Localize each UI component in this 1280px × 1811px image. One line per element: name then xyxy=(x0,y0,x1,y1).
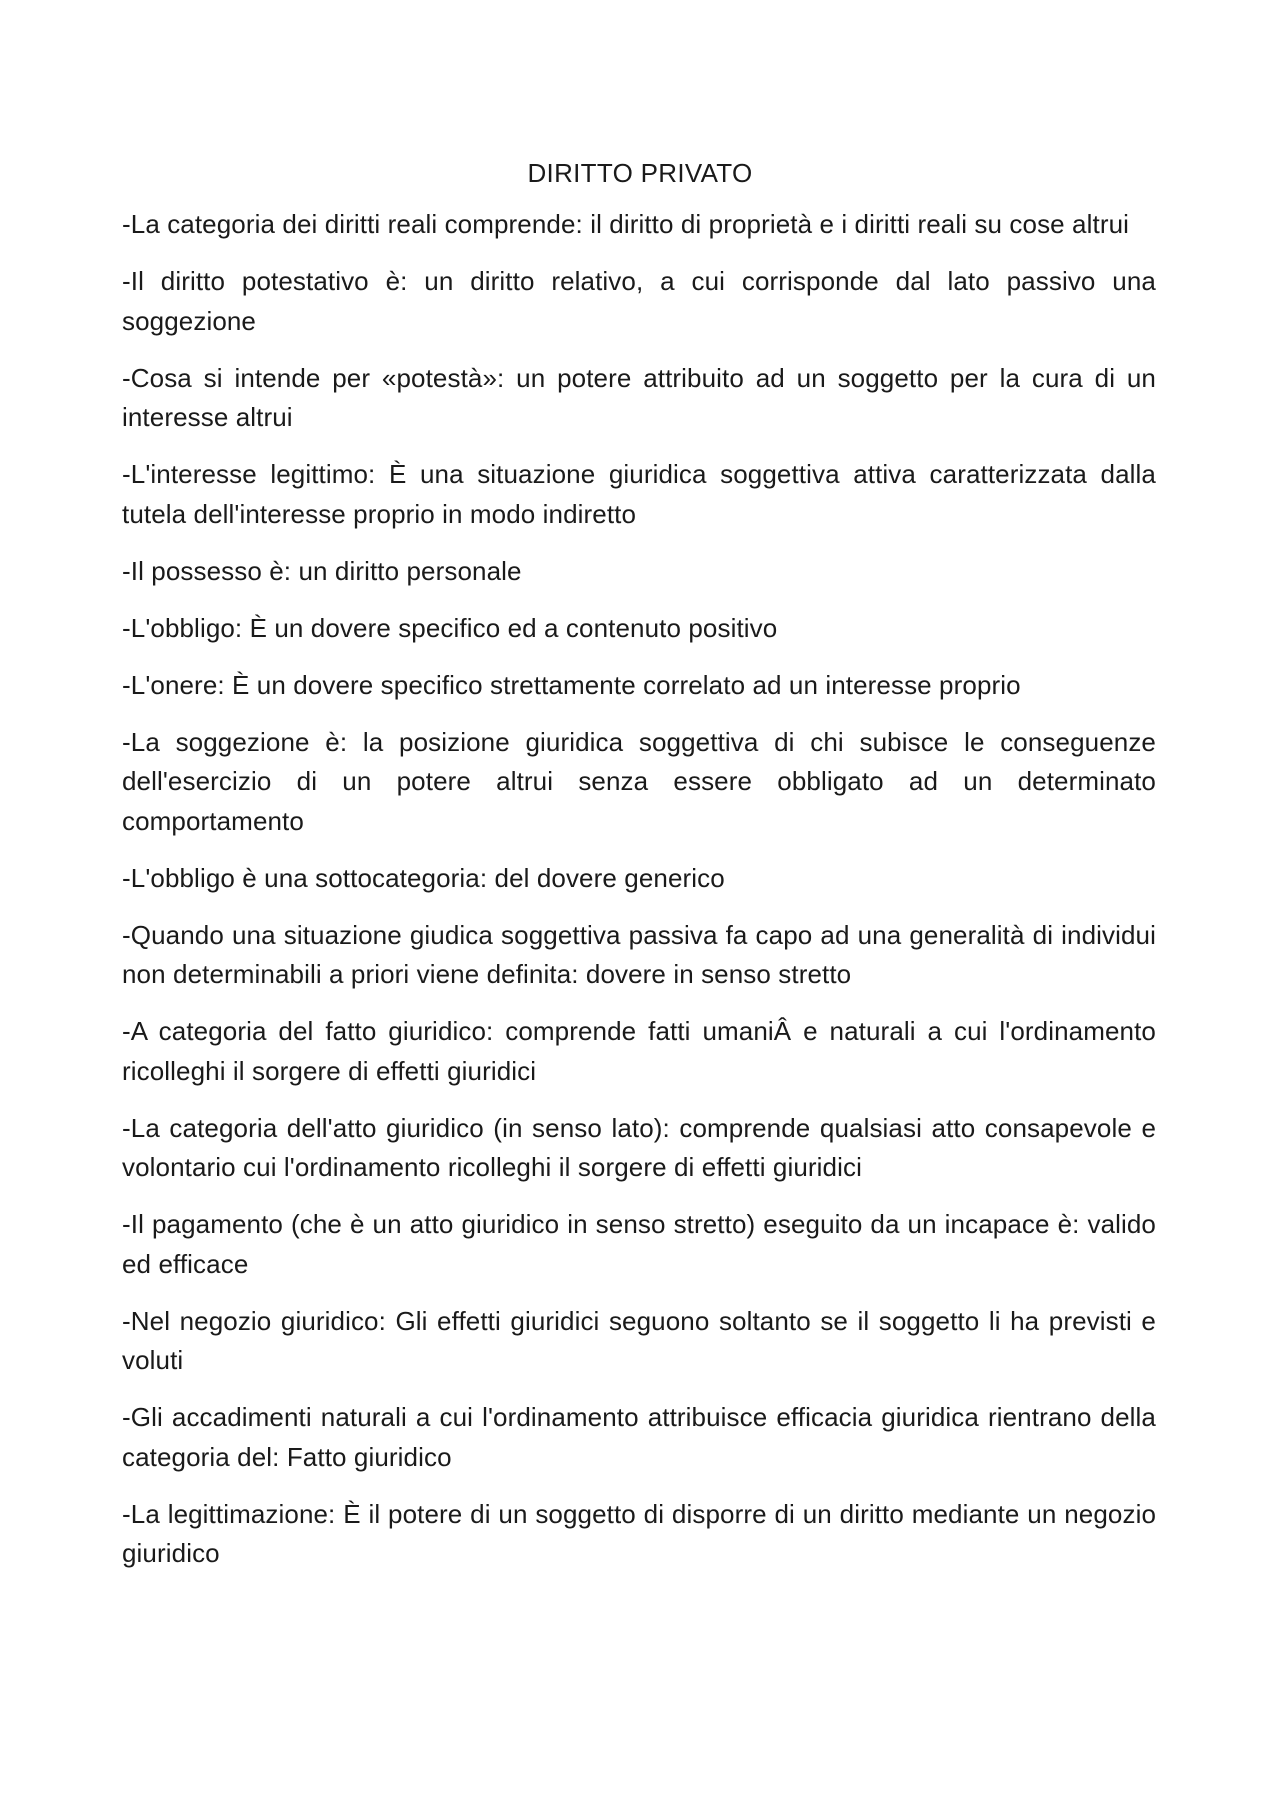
paragraph-negozio-giuridico: -Nel negozio giuridico: Gli effetti giuridici seguono soltanto se il soggetto li ha previsti e voluti xyxy=(122,1305,1156,1375)
paragraph-legittimazione: -La legittimazione: È il potere di un soggetto di disporre di un diritto mediante un negozio giuridico xyxy=(122,1498,1156,1568)
paragraph-pagamento: -Il pagamento (che è un atto giuridico in senso stretto) eseguito da un incapace è: valido ed efficace xyxy=(122,1209,1156,1279)
paragraph-diritto-potestativo: -Il diritto potestativo è: un diritto relativo, a cui corrisponde dal lato passivo una soggezione xyxy=(122,266,1156,336)
paragraph-dovere-senso-stretto: -Quando una situazione giudica soggettiva passiva fa capo ad una generalità di individui non determinabili a priori viene definita: dovere in senso stretto xyxy=(122,919,1156,989)
paragraph-diritti-reali: -La categoria dei diritti reali comprende: il diritto di proprietà e i diritti reali su cose altrui xyxy=(122,209,1130,239)
paragraph-potesta: -Cosa si intende per «potestà»: un potere attribuito ad un soggetto per la cura di un interesse altrui xyxy=(122,362,1156,432)
paragraph-interesse-legittimo: -L'interesse legittimo: È una situazione giuridica soggettiva attiva caratterizzata dalla tutela dell'interesse proprio in modo indiretto xyxy=(122,459,1156,529)
paragraph-possesso: -Il possesso è: un diritto personale xyxy=(122,555,522,586)
paragraph-accadimenti-naturali: -Gli accadimenti naturali a cui l'ordinamento attribuisce efficacia giuridica rientrano della categoria del: Fatto giuridico xyxy=(122,1402,1156,1472)
document-body xyxy=(122,205,1156,1591)
paragraph-fatto-giuridico: -A categoria del fatto giuridico: comprende fatti umaniÂ e naturali a cui l'ordinamento ricolleghi il sorgere di effetti giuridici xyxy=(122,1016,1156,1086)
paragraph-obbligo: -L'obbligo: È un dovere specifico ed a contenuto positivo xyxy=(122,612,778,643)
paragraph-atto-giuridico: -La categoria dell'atto giuridico (in senso lato): comprende qualsiasi atto consapevole e volontario cui l'ordinamento ricolleghi il sorgere di effetti giuridici xyxy=(122,1112,1156,1182)
paragraph-soggezione: -La soggezione è: la posizione giuridica soggettiva di chi subisce le conseguenze dell'esercizio di un potere altrui senza essere obbligato ad un determinato comportamento xyxy=(122,726,1156,836)
document-title: DIRITTO PRIVATO xyxy=(527,158,753,188)
paragraph-onere: -L'onere: È un dovere specifico strettamente correlato ad un interesse proprio xyxy=(122,669,1021,700)
paragraph-obbligo-sottocategoria: -L'obbligo è una sottocategoria: del dovere generico xyxy=(122,862,725,893)
